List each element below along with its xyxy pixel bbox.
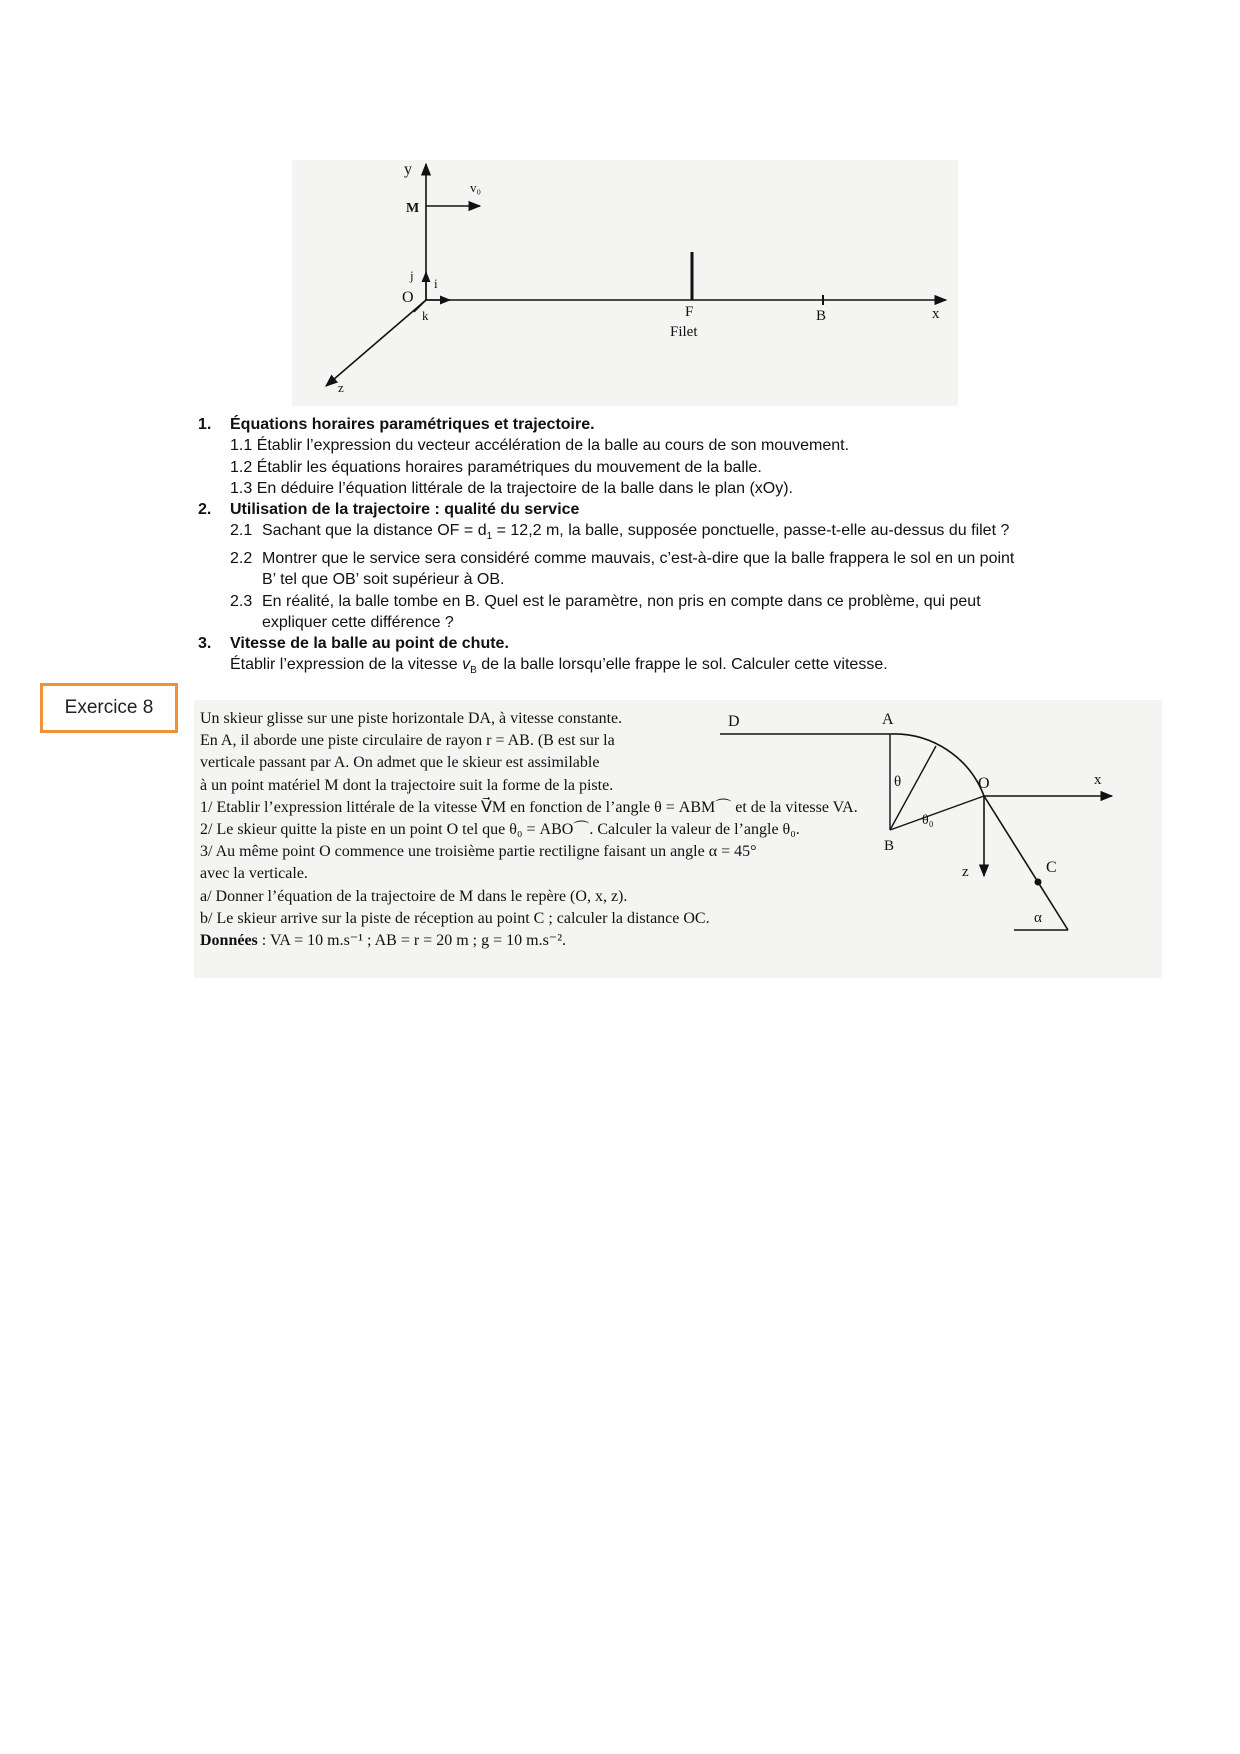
- label-v0: v₀: [470, 180, 482, 195]
- label-b: B: [816, 308, 827, 324]
- section-3-title: 3. Vitesse de la balle au point de chute.: [198, 635, 509, 653]
- label-o2: O: [978, 775, 990, 792]
- question-1-1: 1.1 Établir l’expression du vecteur accélération de la balle au cours de son mouvement.: [230, 437, 850, 455]
- question-3: Établir l’expression de la vitesse $v_B$ de la balle lorsqu’elle frappe le sol. Calculer cette vitesse.: [230, 656, 888, 677]
- label-z2: z: [962, 864, 969, 880]
- label-filet: Filet: [670, 324, 698, 340]
- ex8-line: a/ Donner l’équation de la trajectoire de M dans le repère (O, x, z).: [200, 887, 628, 905]
- radius-bo: [890, 796, 984, 830]
- label-theta: θ: [894, 774, 902, 790]
- ex8-line: avec la verticale.: [200, 865, 308, 883]
- track-arc: [890, 734, 984, 796]
- question-1-3: 1.3 En déduire l’équation littérale de la trajectoire de la balle dans le plan (xOy).: [230, 479, 793, 497]
- ex8-line: verticale passant par A. On admet que le skieur est assimilable: [200, 754, 600, 772]
- question-2-3: 2.3 En réalité, la balle tombe en B. Quel est le paramètre, non pris en compte dans ce problème, qui peut: [230, 592, 981, 610]
- ex8-line: Un skieur glisse sur une piste horizontale DA, à vitesse constante.: [200, 710, 623, 727]
- question-2-1: 2.1 Sachant que la distance OF = $d_1 = 12,2$ m, la balle, supposée ponctuelle, passe-t-elle au-dessus du filet ?: [230, 522, 1010, 543]
- question-2-2: 2.2 Montrer que le service sera considéré comme mauvais, c’est-à-dire que la balle frappera le sol en un point: [230, 549, 1015, 567]
- section-2-title: 2. Utilisation de la trajectoire : qualité du service: [198, 501, 580, 519]
- label-d: D: [728, 713, 740, 730]
- label-x: x: [932, 306, 940, 322]
- ex8-line: 3/ Au même point O commence une troisième partie rectiligne faisant un angle α = 45°: [200, 843, 757, 861]
- question-2-3-cont: expliquer cette différence ?: [262, 613, 454, 631]
- ex8-line: 1/ Etablir l’expression littérale de la vitesse V⃗M en fonction de l’angle θ = ABM⌒ et de la vitesse VA.: [200, 798, 858, 816]
- questions-block: [198, 414, 1098, 682]
- label-theta0: θ₀: [922, 813, 934, 828]
- ex8-data: Données : VA = 10 m.s⁻¹ ; AB = r = 20 m ; g = 10 m.s⁻².: [200, 932, 567, 950]
- label-x2: x: [1094, 772, 1102, 788]
- label-o: O: [402, 289, 414, 306]
- label-y: y: [404, 161, 412, 178]
- point-c: [1035, 879, 1042, 886]
- question-1-2: 1.2 Établir les équations horaires paramétriques du mouvement de la balle.: [230, 458, 762, 476]
- label-alpha: α: [1034, 910, 1042, 926]
- label-k: k: [422, 308, 429, 323]
- question-2-2-cont: B’ tel que OB’ soit supérieur à OB.: [262, 571, 505, 589]
- ex8-line: b/ Le skieur arrive sur la piste de réception au point C ; calculer la distance OC.: [200, 909, 710, 927]
- exercise-8-text: [200, 708, 900, 952]
- label-j: j: [410, 268, 414, 283]
- label-m: M: [406, 201, 420, 216]
- label-i: i: [434, 276, 438, 291]
- ex8-line: 2/ Le skieur quitte la piste en un point O tel que θ₀ = ABO⌒. Calculer la valeur de l’angle θ₀.: [200, 821, 800, 839]
- label-f: F: [685, 304, 694, 320]
- label-z: z: [338, 380, 344, 395]
- diagram-service: [292, 160, 958, 406]
- section-1-title: 1. Équations horaires paramétriques et trajectoire.: [198, 416, 595, 433]
- label-b2: B: [884, 838, 895, 854]
- label-a: A: [882, 711, 894, 728]
- label-c: C: [1046, 859, 1057, 876]
- ex8-line: à un point matériel M dont la trajectoire suit la forme de la piste.: [200, 776, 614, 794]
- z-axis: [326, 300, 426, 386]
- ex8-line: En A, il aborde une piste circulaire de rayon r = AB. (B est sur la: [200, 732, 615, 750]
- exercise-8-label: Exercice 8: [40, 683, 178, 733]
